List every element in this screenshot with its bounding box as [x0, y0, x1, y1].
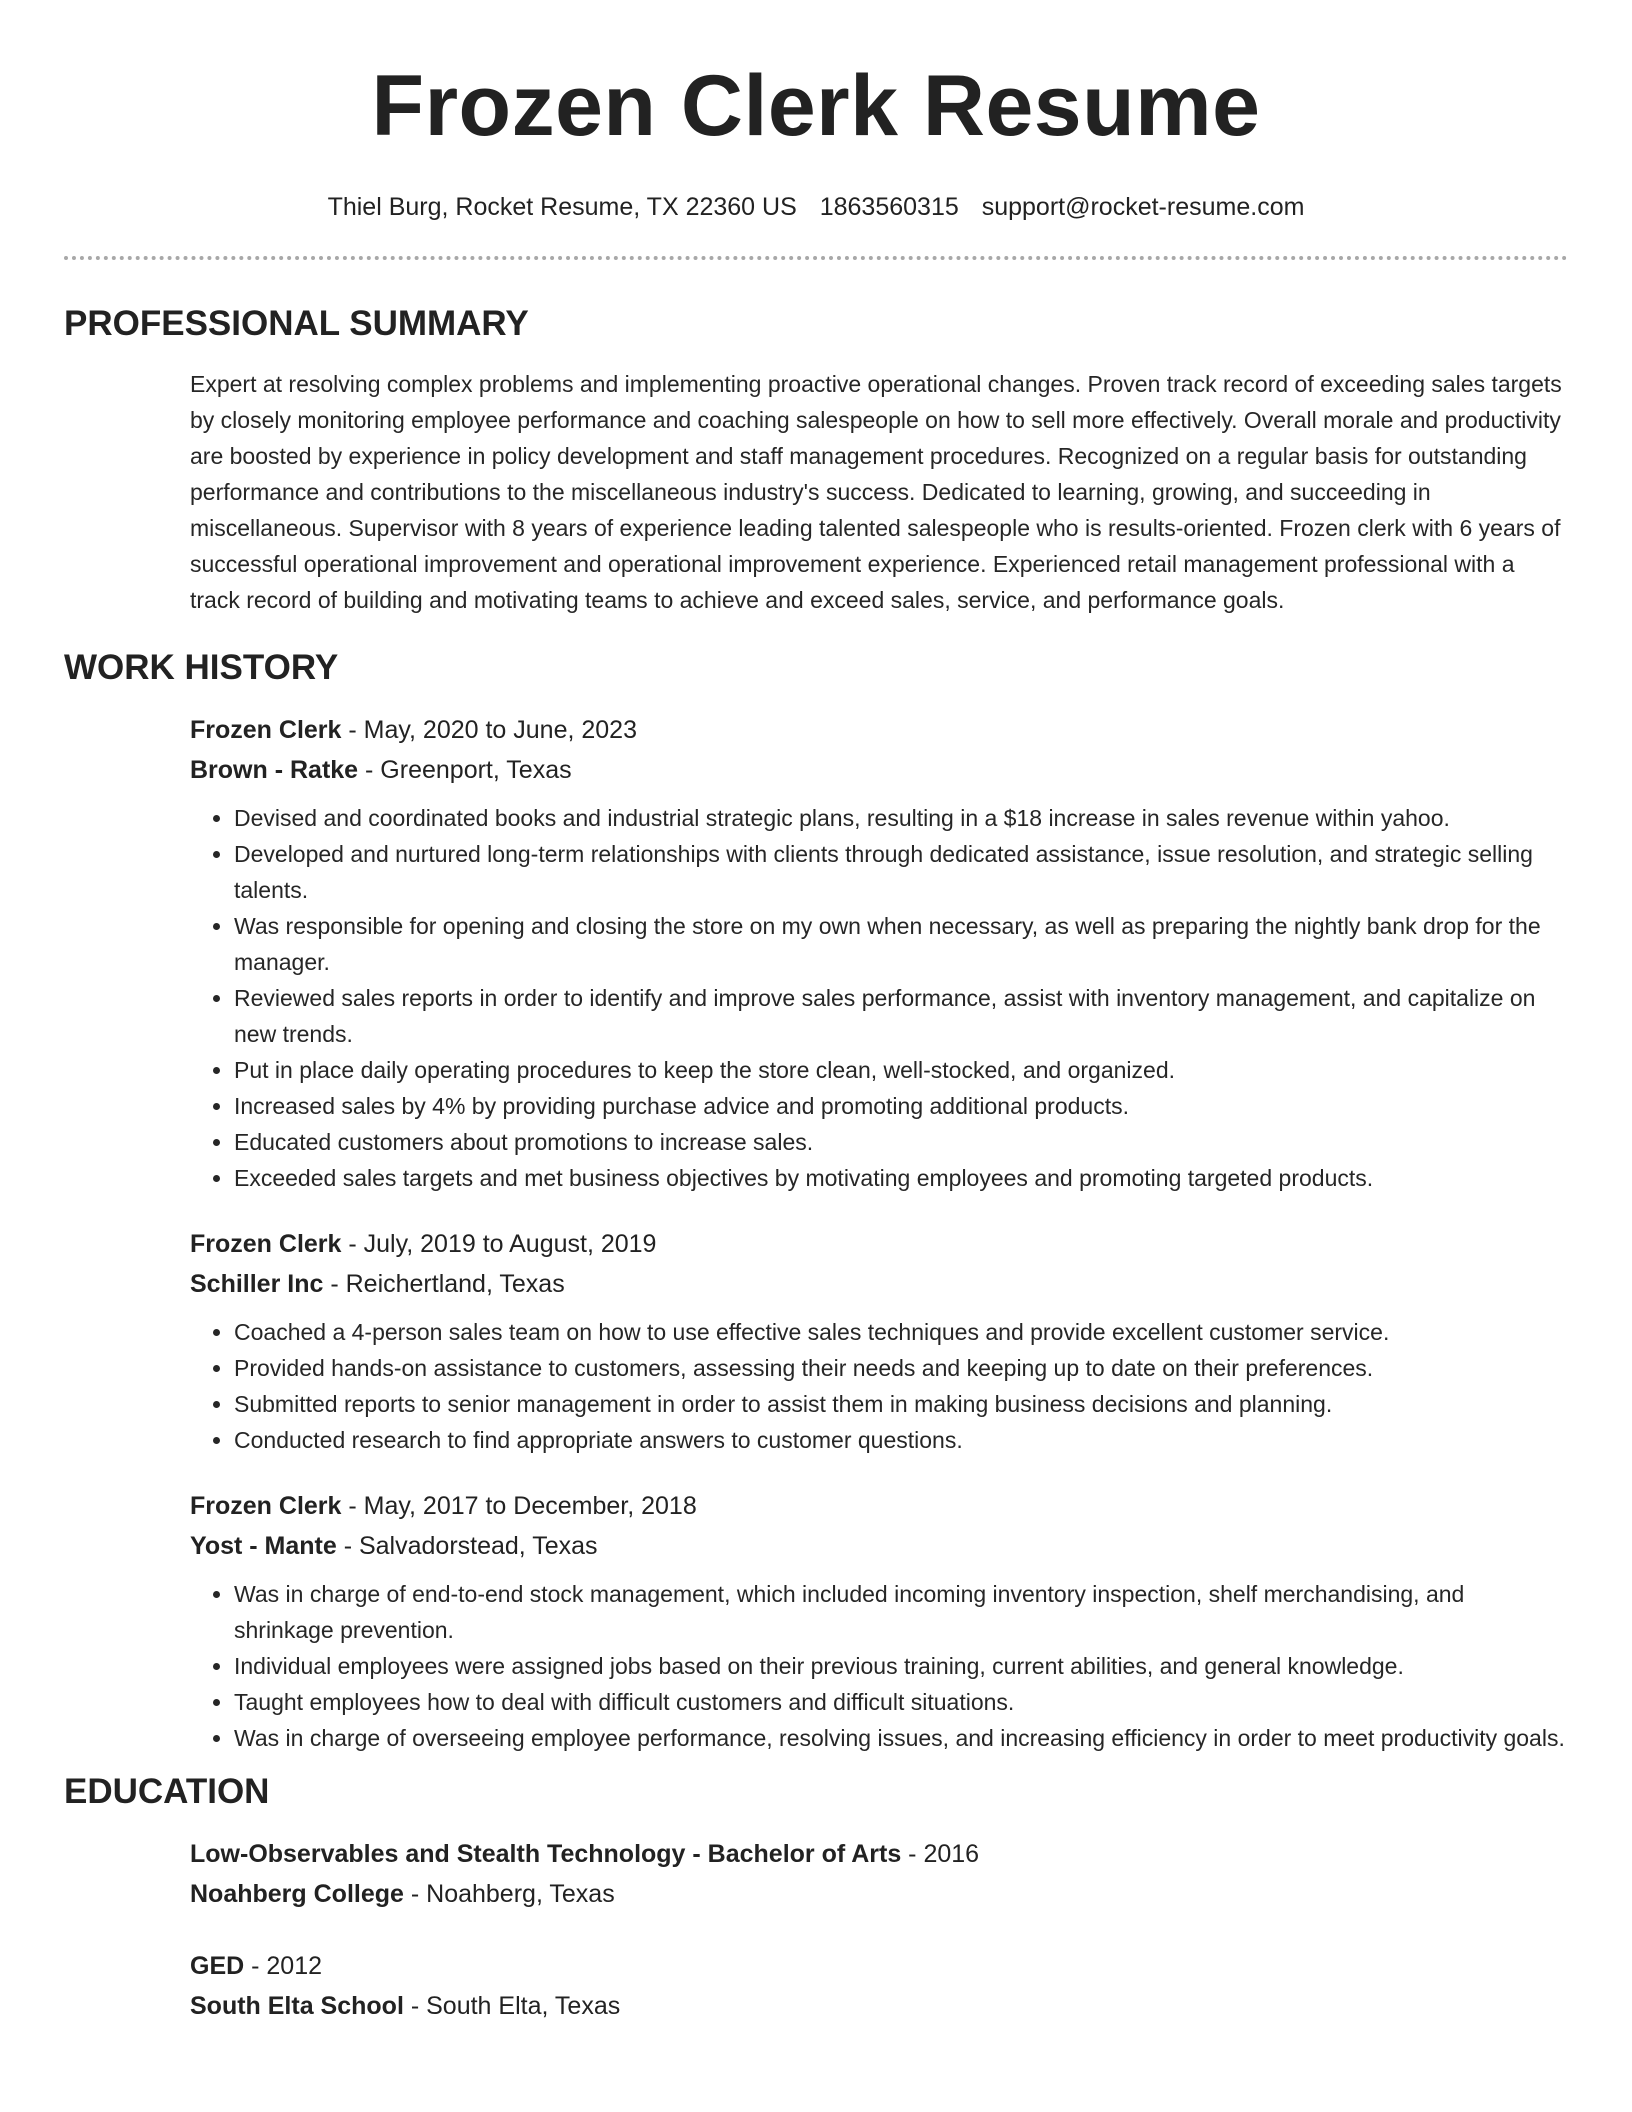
summary-heading: PROFESSIONAL SUMMARY [64, 304, 529, 343]
job-entry [190, 1224, 1568, 1458]
job-bullet: • Conducted research to find appropriate answers to customer questions. [234, 1422, 1568, 1458]
job-bullet: • Submitted reports to senior management in order to assist them in making business decisions and planning. [234, 1386, 1568, 1422]
job-title-line [190, 1224, 1568, 1264]
resume-page [64, 0, 1568, 2026]
job-bullet: • Exceeded sales targets and met business objectives by motivating employees and promoting targeted products. [234, 1160, 1568, 1196]
degree-line [190, 1834, 1568, 1874]
job-bullets [190, 800, 1568, 1196]
job-bullet: • Devised and coordinated books and industrial strategic plans, resulting in a $18 increase in sales revenue within yahoo. [234, 800, 1568, 836]
job-title: Frozen Clerk [190, 1230, 342, 1258]
job-bullet: • Was in charge of end-to-end stock management, which included incoming inventory inspection, shelf merchandising, and shrinkage prevention. [234, 1576, 1568, 1648]
job-location: - Salvadorstead, Texas [336, 1532, 598, 1560]
job-bullet: • Coached a 4-person sales team on how to use effective sales techniques and provide excellent customer service. [234, 1314, 1568, 1350]
work-history-section [64, 648, 1568, 1756]
school-location: - Noahberg, Texas [403, 1880, 615, 1908]
school-name: Noahberg College [190, 1880, 404, 1908]
degree-year: - 2016 [901, 1840, 980, 1868]
job-dates: - May, 2020 to June, 2023 [341, 716, 637, 744]
job-entry [190, 710, 1568, 1196]
job-bullet: • Developed and nurtured long-term relationships with clients through dedicated assistance, issue resolution, and strategic selling talents. [234, 836, 1568, 908]
education-entry [190, 1946, 1568, 2026]
job-title: Frozen Clerk [190, 716, 342, 744]
resume-title: Frozen Clerk Resume [371, 58, 1261, 154]
school-line [190, 1874, 1568, 1914]
summary-section [64, 304, 1568, 618]
school-line [190, 1986, 1568, 2026]
job-title: Frozen Clerk [190, 1492, 342, 1520]
summary-text: Expert at resolving complex problems and implementing proactive operational changes. Proven track record of exceeding sales targets by closely monitoring employee performance and coaching salespeople on how to sell more effectively. Overall morale and productivity are boosted by experience in policy development and staff management procedures. Recognized on a regular basis for outstanding performance and contributions to the miscellaneous industry's success. Dedicated to learning, growing, and succeeding in miscellaneous. Supervisor with 8 years of experience leading talented salespeople who is results-oriented. Frozen clerk with 6 years of successful operational improvement and operational improvement experience. Experienced retail management professional with a track record of building and motivating teams to achieve and exceed sales, service, and performance goals. [190, 371, 1562, 613]
job-bullet: • Was responsible for opening and closing the store on my own when necessary, as well as preparing the nightly bank drop for the manager. [234, 908, 1568, 980]
job-bullet: • Provided hands-on assistance to customers, assessing their needs and keeping up to date on their preferences. [234, 1350, 1568, 1386]
job-entry [190, 1486, 1568, 1756]
education-section [64, 1772, 1568, 2026]
job-bullet: • Was in charge of overseeing employee performance, resolving issues, and increasing efficiency in order to meet productivity goals. [234, 1720, 1568, 1756]
job-company-line [190, 1526, 1568, 1566]
job-company-line [190, 1264, 1568, 1304]
job-dates: - July, 2019 to August, 2019 [341, 1230, 657, 1258]
job-company: Yost - Mante [190, 1532, 337, 1560]
contact-phone: 1863560315 [819, 193, 959, 221]
degree-year: - 2012 [244, 1952, 323, 1980]
education-list [190, 1834, 1568, 2026]
degree-name: Low-Observables and Stealth Technology - Bachelor of Arts [190, 1840, 902, 1868]
job-company-line [190, 750, 1568, 790]
job-bullet: • Educated customers about promotions to increase sales. [234, 1124, 1568, 1160]
job-bullets [190, 1576, 1568, 1756]
job-bullet: • Taught employees how to deal with difficult customers and difficult situations. [234, 1684, 1568, 1720]
contact-email: support@rocket-resume.com [981, 193, 1305, 221]
education-heading: EDUCATION [64, 1772, 270, 1811]
job-list [190, 710, 1568, 1756]
job-bullet: • Individual employees were assigned jobs based on their previous training, current abilities, and general knowledge. [234, 1648, 1568, 1684]
job-bullet: • Increased sales by 4% by providing purchase advice and promoting additional products. [234, 1088, 1568, 1124]
job-bullet: • Put in place daily operating procedures to keep the store clean, well-stocked, and organized. [234, 1052, 1568, 1088]
job-location: - Greenport, Texas [358, 756, 572, 784]
job-company: Schiller Inc [190, 1270, 324, 1298]
school-name: South Elta School [190, 1992, 404, 2020]
degree-name: GED [190, 1952, 245, 1980]
education-entry [190, 1834, 1568, 1914]
header-divider [64, 256, 1568, 260]
job-title-line [190, 710, 1568, 750]
degree-line [190, 1946, 1568, 1986]
job-company: Brown - Ratke [190, 756, 359, 784]
job-dates: - May, 2017 to December, 2018 [341, 1492, 697, 1520]
contact-line [64, 192, 1568, 222]
job-bullet: • Reviewed sales reports in order to identify and improve sales performance, assist with inventory management, and capitalize on new trends. [234, 980, 1568, 1052]
contact-address: Thiel Burg, Rocket Resume, TX 22360 US [327, 193, 797, 221]
school-location: - South Elta, Texas [403, 1992, 621, 2020]
job-location: - Reichertland, Texas [323, 1270, 565, 1298]
job-bullets [190, 1314, 1568, 1458]
job-title-line [190, 1486, 1568, 1526]
work-history-heading: WORK HISTORY [64, 648, 339, 687]
